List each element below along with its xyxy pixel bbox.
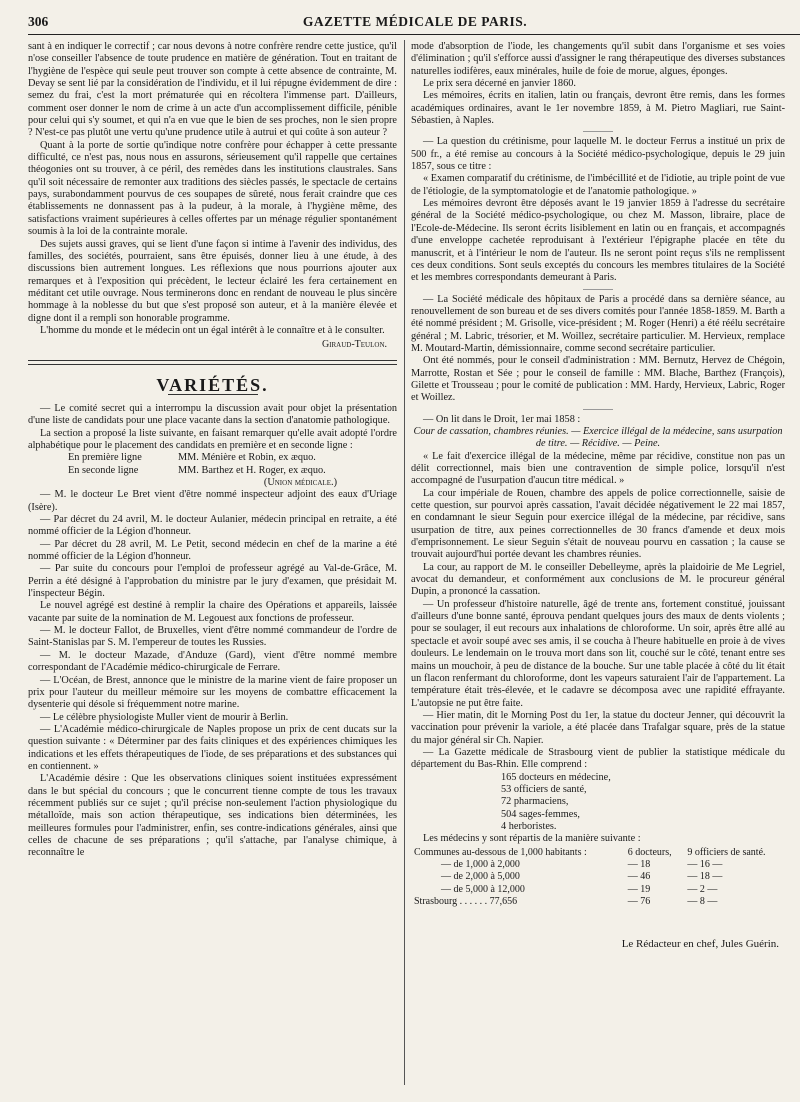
- paragraph: L'homme du monde et le médecin ont un égal intérêt à le connaître et à le consulter.: [40, 324, 385, 336]
- paragraph: Le nouvel agrégé est destiné à remplir la chaire des Opérations et appareils, laissée vacante par suite de la nomination de M. Legouest aux fonctions de professeur.: [28, 600, 397, 624]
- journal-title: GAZETTE MÉDICALE DE PARIS.: [302, 14, 528, 29]
- short-rule: [583, 289, 613, 290]
- case-heading: Cour de cassation, chambres réunies. — Exercice illégal de la médecine, sans usurpation de titre. — Récidive. — Peine.: [413, 425, 783, 450]
- editor-signature: Le Rédacteur en chef, Jules Guérin.: [621, 938, 779, 951]
- table-cell: Communes au-dessous de 1,000 habitants :: [414, 846, 587, 858]
- paragraph: — Par décret du 28 avril, M. Le Petit, second médecin en chef de la marine a été nommé officier de la Légion d'honneur.: [28, 538, 397, 563]
- paragraph: — Un professeur d'histoire naturelle, âgé de trente ans, fortement constitué, jouissant d'ailleurs d'une bonne santé, éprouva pendant quelques jours des maux de dents violents ; pour se soulager, il eut recours aux inhalations de chloroforme. Un soir, après être allé au spectacle et avoir soupé avec ses amis, il se coucha à l'heure habituelle en proie à de vives douleurs. Le lendemain on le trouva mort dans son lit, couché sur le côté, tenant entre ses mains un mouchoir, à peu de distance de la bouche. Sur une table placée à côté du lit était un flacon renfermant du chloroforme, dont les vapeurs saturaient l'air de l'appartement. La température était très-élevée, et le cadavre se décomposa avec une rapidité effrayante. L'autopsie ne put être faite.: [411, 598, 785, 709]
- paragraph: Les mémoires, écrits en italien, latin ou français, devront être remis, dans les formes académiques ordinaires, avant le 1er novembre 1859, à M. Pietro Magliari, rue Saint-Sébastien, à Naples.: [411, 90, 785, 127]
- table-row: [411, 884, 785, 896]
- paragraph: — M. le docteur Mazade, d'Anduze (Gard), vient d'être nommé membre correspondant de l'Académie médico-chirurgicale de Ferrare.: [28, 649, 397, 674]
- section-title: VARIÉTÉS.: [156, 374, 269, 395]
- list-item: 165 docteurs en médecine,: [501, 771, 611, 783]
- column-divider: [404, 40, 405, 1085]
- paragraph: La section a proposé la liste suivante, en faisant remarquer qu'elle avait adopté l'ordre alphabétique pour le placement des candidats en première et en seconde ligne :: [28, 427, 397, 451]
- paragraph: Ont été nommés, pour le conseil d'administration : MM. Bernutz, Hervez de Chégoin, Marrotte, Rostan et Sée ; pour le conseil de famille : MM. Blache, Barthez (François), Gilette et Trousseau ; pour le comité de publication : MM. Hardy, Hervieux, Labric, Roger et Woillez.: [411, 355, 785, 404]
- paragraph: — On lit dans le Droit, 1er mai 1858 :: [423, 413, 581, 425]
- table-row: [411, 871, 785, 883]
- section-divider: [28, 364, 397, 365]
- paragraph: — M. le docteur Le Bret vient d'être nommé inspecteur adjoint des eaux d'Uriage (Isère).: [28, 489, 397, 513]
- header-rule: [28, 34, 800, 35]
- table-cell: — de 2,000 à 5,000: [441, 871, 520, 883]
- table-cell: — 19: [627, 883, 651, 895]
- candidate-line: [28, 465, 397, 477]
- paragraph: — Par suite du concours pour l'emploi de professeur agrégé au Val-de-Grâce, M. Perrin a été désigné à l'approbation du ministre par le jury d'examen, que présidait M. l'inspecteur Bégin.: [28, 563, 397, 600]
- short-rule: [583, 131, 613, 132]
- paragraph: — Le comité secret qui a interrompu la discussion avait pour objet la présentation d'une liste de candidats pour une place vacante dans la section d'anatomie pathologique.: [28, 402, 397, 427]
- table-row: [411, 847, 785, 859]
- short-rule: [583, 409, 613, 410]
- table-cell: 9 officiers de santé.: [687, 846, 766, 858]
- table-cell: — 8 —: [687, 895, 718, 907]
- line-value: MM. Barthez et H. Roger, ex æquo.: [178, 464, 326, 476]
- paragraph: La cour, au rapport de M. le conseiller Debelleyme, après la plaidoirie de Me Legriel, avocat du demandeur, et conformément aux conclusions de M. le procureur général Dupin, a prononcé la cassation.: [411, 561, 785, 598]
- line-label: En première ligne: [68, 452, 142, 464]
- paragraph: sant à en indiquer le correctif ; car nous devons à notre confrère rendre cette justice, qu'il n'ose conseiller l'absence de toute prudence en matière de génération. Tout en traitant de l'hygiène de l'espèce qui seule peut trouver son compte à cette absence de contrainte, M. Devay se sent lié par la considération de l'individu, et il lui répugne évidemment de dire : semez du frai, c'est la mort prématurée qui en récoltera l'immense part. D'ailleurs, comment oser donner le nom de crime à un acte d'un accomplissement difficile, pénible pour celui qui s'y soumet, et qui n'a en vue que le bien de ses proches, non le sien propre ? N'est-ce pas plutôt une vertu qu'une prudence utile à autrui et qui coûte à son auteur ?: [28, 41, 397, 139]
- list-item: 53 officiers de santé,: [501, 783, 587, 795]
- paragraph: La cour impériale de Rouen, chambre des appels de police correctionnelle, saisie de cette question, sur pourvoi après cassation, l'avait décidée négativement le 22 mai 1857, en condamnant le sieur Seguin pour exercice illégal de la médecine, par récidive, sans usurpation de titre, aux peines correctionnelles de 30 francs d'amende et deux mois d'emprisonnement. Le sieur Seguin s'était de nouveau pourvu en cassation ; la cause se trouvait aujourd'hui portée devant les chambres réunies.: [411, 487, 785, 561]
- section-divider: [28, 360, 397, 361]
- table-cell: — 18: [627, 858, 651, 870]
- table-cell: 6 docteurs,: [627, 846, 672, 858]
- list-item: 4 herboristes.: [501, 820, 557, 832]
- paragraph: — L'Océan, de Brest, annonce que le ministre de la marine vient de faire proposer un prix pour l'auteur du meilleur mémoire sur les moyens de combattre efficacement la dysenterie qui désole si fréquemment notre marine.: [28, 674, 397, 711]
- statistics-list: [411, 772, 785, 834]
- line-label: En seconde ligne: [68, 464, 139, 476]
- distribution-table: [411, 847, 785, 908]
- table-cell: — 46: [627, 871, 651, 883]
- right-column: [411, 41, 785, 950]
- paragraph: « Examen comparatif du crétinisme, de l'imbécillité et de l'idiotie, au triple point de vue de l'étiologie, de la symptomatologie et de l'anatomie pathologique. »: [411, 173, 785, 197]
- table-row: [411, 859, 785, 871]
- list-item: 72 pharmaciens,: [501, 796, 569, 808]
- paragraph: Quant à la porte de sortie qu'indique notre confrère pour échapper à cette pressante difficulté, ce n'est pas, nous nous en assurons, sérieusement qu'il rappelle que certaines théogonies ont su trouver, à ce péril, des remèdes dans les institutions claustrales. Sans qu'il soit nécessaire de remonter aux traditions des siècles passés, le spectacle de certains pays, surabondamment pourvus de ces soupapes de sûreté, nous ferait craindre que ces établissements ne donnassent pas à la pudeur, à la morale, à l'hygiène même, des satisfactions vraiment supérieures à celles offertes par un ménage régulier spontanément soumis à la loi de la contrainte morale.: [28, 139, 397, 238]
- table-row: [411, 896, 785, 908]
- paragraph: — La Gazette médicale de Strasbourg vient de publier la statistique médicale du département du Bas-Rhin. Elle comprend :: [411, 746, 785, 771]
- author-signature: Giraud-Teulon.: [321, 339, 387, 351]
- paragraph: mode d'absorption de l'iode, les changements qu'il subit dans l'organisme et ses voies d'élimination ; qu'il s'efforce aussi d'assigner le rang thérapeutique des diverses substances naturelles iodifères, eaux minérales, huile de foie de morue, algues, éponges.: [411, 41, 785, 77]
- source-attribution: (Union médicale.): [263, 477, 337, 488]
- list-item: 504 sages-femmes,: [501, 808, 580, 820]
- paragraph: — M. le docteur Fallot, de Bruxelles, vient d'être nommé commandeur de l'ordre de Saint-Stanislas par S. M. l'empereur de toutes les Russies.: [28, 625, 397, 649]
- page-header: [28, 14, 800, 36]
- paragraph: Des sujets aussi graves, qui se lient d'une façon si intime à l'avenir des individus, des familles, des sociétés, pourraient, sans être épuisés, donner lieu à une étude, à des discussions bien autrement longues. Les réflexions que nous pourrions ajouter aux remarques et à l'exposition qui précèdent, le lecteur éclairé les fera certainement en méditant cet utile ouvrage. Nous terminerons donc en rendant de nouveau le plus sincère hommage à la noblesse du but que s'est proposé son auteur, et à la manière élevée et digne dont il a rempli son honorable programme.: [28, 238, 397, 324]
- page-number: 306: [28, 14, 49, 29]
- candidate-line: [28, 452, 397, 464]
- paragraph: — Par décret du 24 avril, M. le docteur Aulanier, médecin principal en retraite, a été nommé officier de la Légion d'honneur.: [28, 514, 397, 538]
- table-cell: Strasbourg . . . . . . 77,656: [414, 895, 518, 907]
- paragraph: — L'Académie médico-chirurgicale de Naples propose un prix de cent ducats sur la question suivante : « Déterminer par des faits cliniques et des expériences chimiques les indications et les effets thérapeutiques de l'iode, de ses préparations et des substances qui en contiennent. »: [28, 723, 397, 772]
- table-cell: — 18 —: [687, 871, 723, 883]
- paragraph: — Hier matin, dit le Morning Post du 1er, la statue du docteur Jenner, qui découvrit la vaccination pour prévenir la variole, a été placée dans Trafalgar square, près de la statue du major général sir Ch. Napier.: [411, 709, 785, 746]
- paragraph: — Le célèbre physiologiste Muller vient de mourir à Berlin.: [40, 711, 289, 723]
- paragraph: — La question du crétinisme, pour laquelle M. le docteur Ferrus a institué un prix de 500 fr., a été remise au concours à la Société médico-psychologique, depuis le 29 juin 1857, sous ce titre :: [411, 136, 785, 173]
- paragraph: Les mémoires devront être déposés avant le 19 janvier 1859 à l'adresse du secrétaire général de la Société médico-psychologique, ou chez M. Masson, libraire, place de l'Ecole-de-Médecine. Ils seront écrits lisiblement en latin ou en français, et accompagnés d'une enveloppe cachetée reproduisant à l'extérieur l'épigraphe placée en tête du manuscrit, et à l'intérieur le nom de l'auteur. Ils ne seront point reçus s'ils ne remplissent ces deux conditions. Sont seuls exceptés du concours les membres titulaires de la Société et les membres correspondants demeurant à Paris.: [411, 198, 785, 284]
- table-cell: — 2 —: [687, 883, 718, 895]
- paragraph: Le prix sera décerné en janvier 1860.: [423, 78, 576, 90]
- left-column: [28, 41, 397, 860]
- paragraph: Les médecins y sont répartis de la manière suivante :: [423, 833, 641, 845]
- table-cell: — 76: [627, 895, 651, 907]
- line-value: MM. Ménière et Robin, ex æquo.: [178, 452, 316, 464]
- table-cell: — de 5,000 à 12,000: [441, 883, 525, 895]
- paragraph: « Le fait d'exercice illégal de la médecine, même par récidive, constitue non pas un délit correctionnel, mais bien une contravention de simple police, lorsqu'il n'est accompagné de l'usurpation d'aucun titre médical. »: [411, 450, 785, 487]
- paragraph: — La Société médicale des hôpitaux de Paris a procédé dans sa dernière séance, au renouvellement de son bureau et de ses divers comités pour l'année 1858-1859. M. Barth a été nommé président ; M. Grisolle, vice-président ; M. Roger (Henri) a été réélu secrétaire général ; M. Labric, trésorier, et M. Woillez, secrétaire particulier. M. Hervieux, remplace M. Moutard-Martin, démissionnaire, comme second secrétaire particulier.: [411, 293, 785, 354]
- paragraph: L'Académie désire : Que les observations cliniques soient instituées expressément dans le but spécial du concours ; que le concurrent tienne compte de tous les travaux récemment publiés sur ce sujet ; qu'il précise non-seulement l'action physiologique du métalloïde, mais son action thérapeutique, ses indications bien déterminées, les meilleures formules pour l'administrer, enfin, ses contre-indications générales, ainsi que celles de chacune de ses préparations ; qu'il s'attache, par l'analyse chimique, à reconnaître le: [28, 773, 397, 859]
- table-cell: — 16 —: [687, 858, 723, 870]
- table-cell: — de 1,000 à 2,000: [441, 858, 520, 870]
